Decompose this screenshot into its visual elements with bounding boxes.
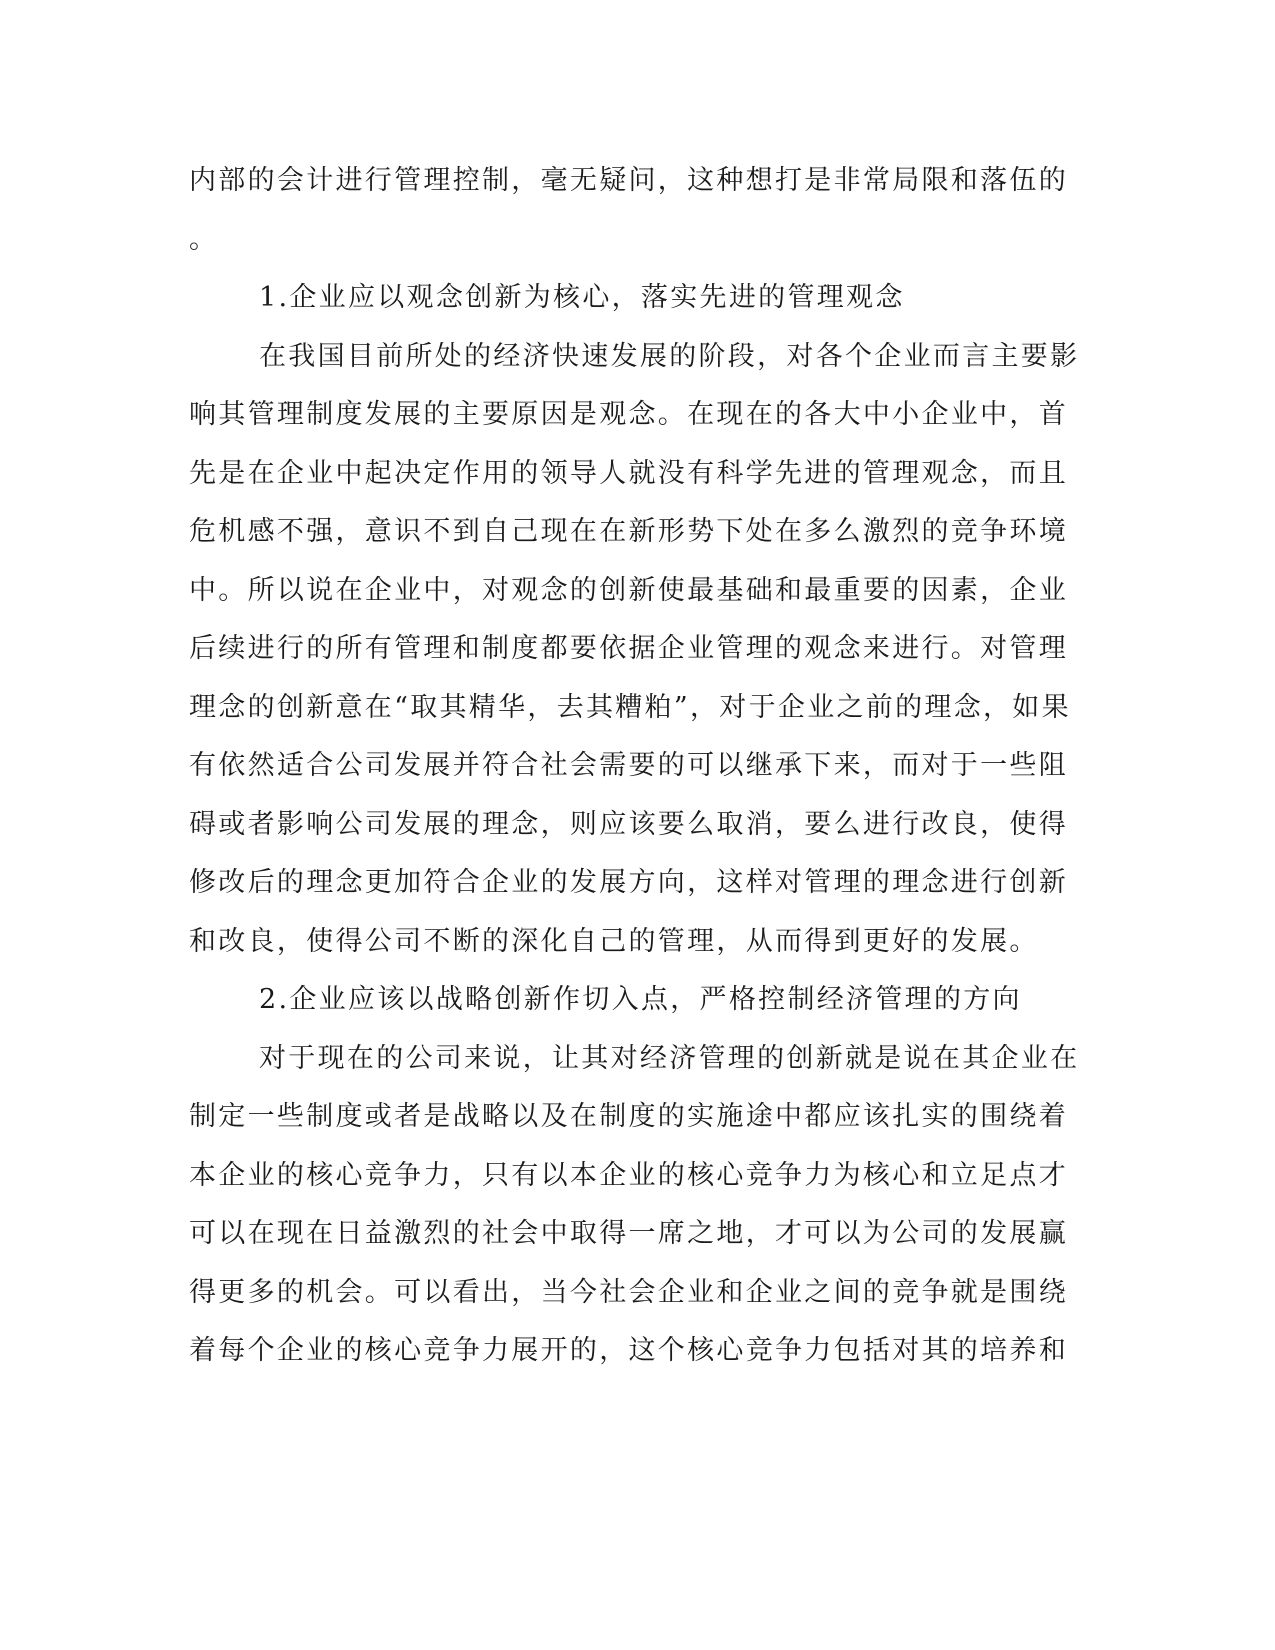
text-line: 先是在企业中起决定作用的领导人就没有科学先进的管理观念，而且 [189, 458, 1068, 489]
text-line: 碍或者影响公司发展的理念，则应该要么取消，要么进行改良，使得 [189, 809, 1068, 840]
text-line: 理念的创新意在“取其精华，去其糟粕”，对于企业之前的理念，如果 [189, 692, 1071, 723]
section-heading: 1.企业应以观念创新为核心，落实先进的管理观念 [259, 282, 905, 313]
text-line: 和改良，使得公司不断的深化自己的管理，从而得到更好的发展。 [189, 926, 1039, 957]
section-heading: 2.企业应该以战略创新作切入点，严格控制经济管理的方向 [259, 984, 1022, 1015]
text-line: 本企业的核心竞争力，只有以本企业的核心竞争力为核心和立足点才 [189, 1160, 1068, 1191]
text-line: 中。所以说在企业中，对观念的创新使最基础和最重要的因素，企业 [189, 575, 1068, 606]
text-line: 得更多的机会。可以看出，当今社会企业和企业之间的竞争就是围绕 [189, 1277, 1068, 1308]
text-line: 内部的会计进行管理控制，毫无疑问，这种想打是非常局限和落伍的 [189, 165, 1068, 196]
text-line: 对于现在的公司来说，让其对经济管理的创新就是说在其企业在 [259, 1043, 1080, 1074]
text-line: 在我国目前所处的经济快速发展的阶段，对各个企业而言主要影 [259, 341, 1080, 372]
text-line: 危机感不强，意识不到自己现在在新形势下处在多么激烈的竞争环境 [189, 516, 1068, 547]
text-line: 可以在现在日益激烈的社会中取得一席之地，才可以为公司的发展赢 [189, 1218, 1068, 1249]
text-line: 修改后的理念更加符合企业的发展方向，这样对管理的理念进行创新 [189, 867, 1068, 898]
text-line: 制定一些制度或者是战略以及在制度的实施途中都应该扎实的围绕着 [189, 1101, 1068, 1132]
text-line: 响其管理制度发展的主要原因是观念。在现在的各大中小企业中，首 [189, 399, 1068, 430]
text-line: 。 [189, 224, 219, 255]
text-line: 后续进行的所有管理和制度都要依据企业管理的观念来进行。对管理 [189, 633, 1068, 664]
text-line: 有依然适合公司发展并符合社会需要的可以继承下来，而对于一些阻 [189, 750, 1068, 781]
text-line: 着每个企业的核心竞争力展开的，这个核心竞争力包括对其的培养和 [189, 1335, 1068, 1366]
